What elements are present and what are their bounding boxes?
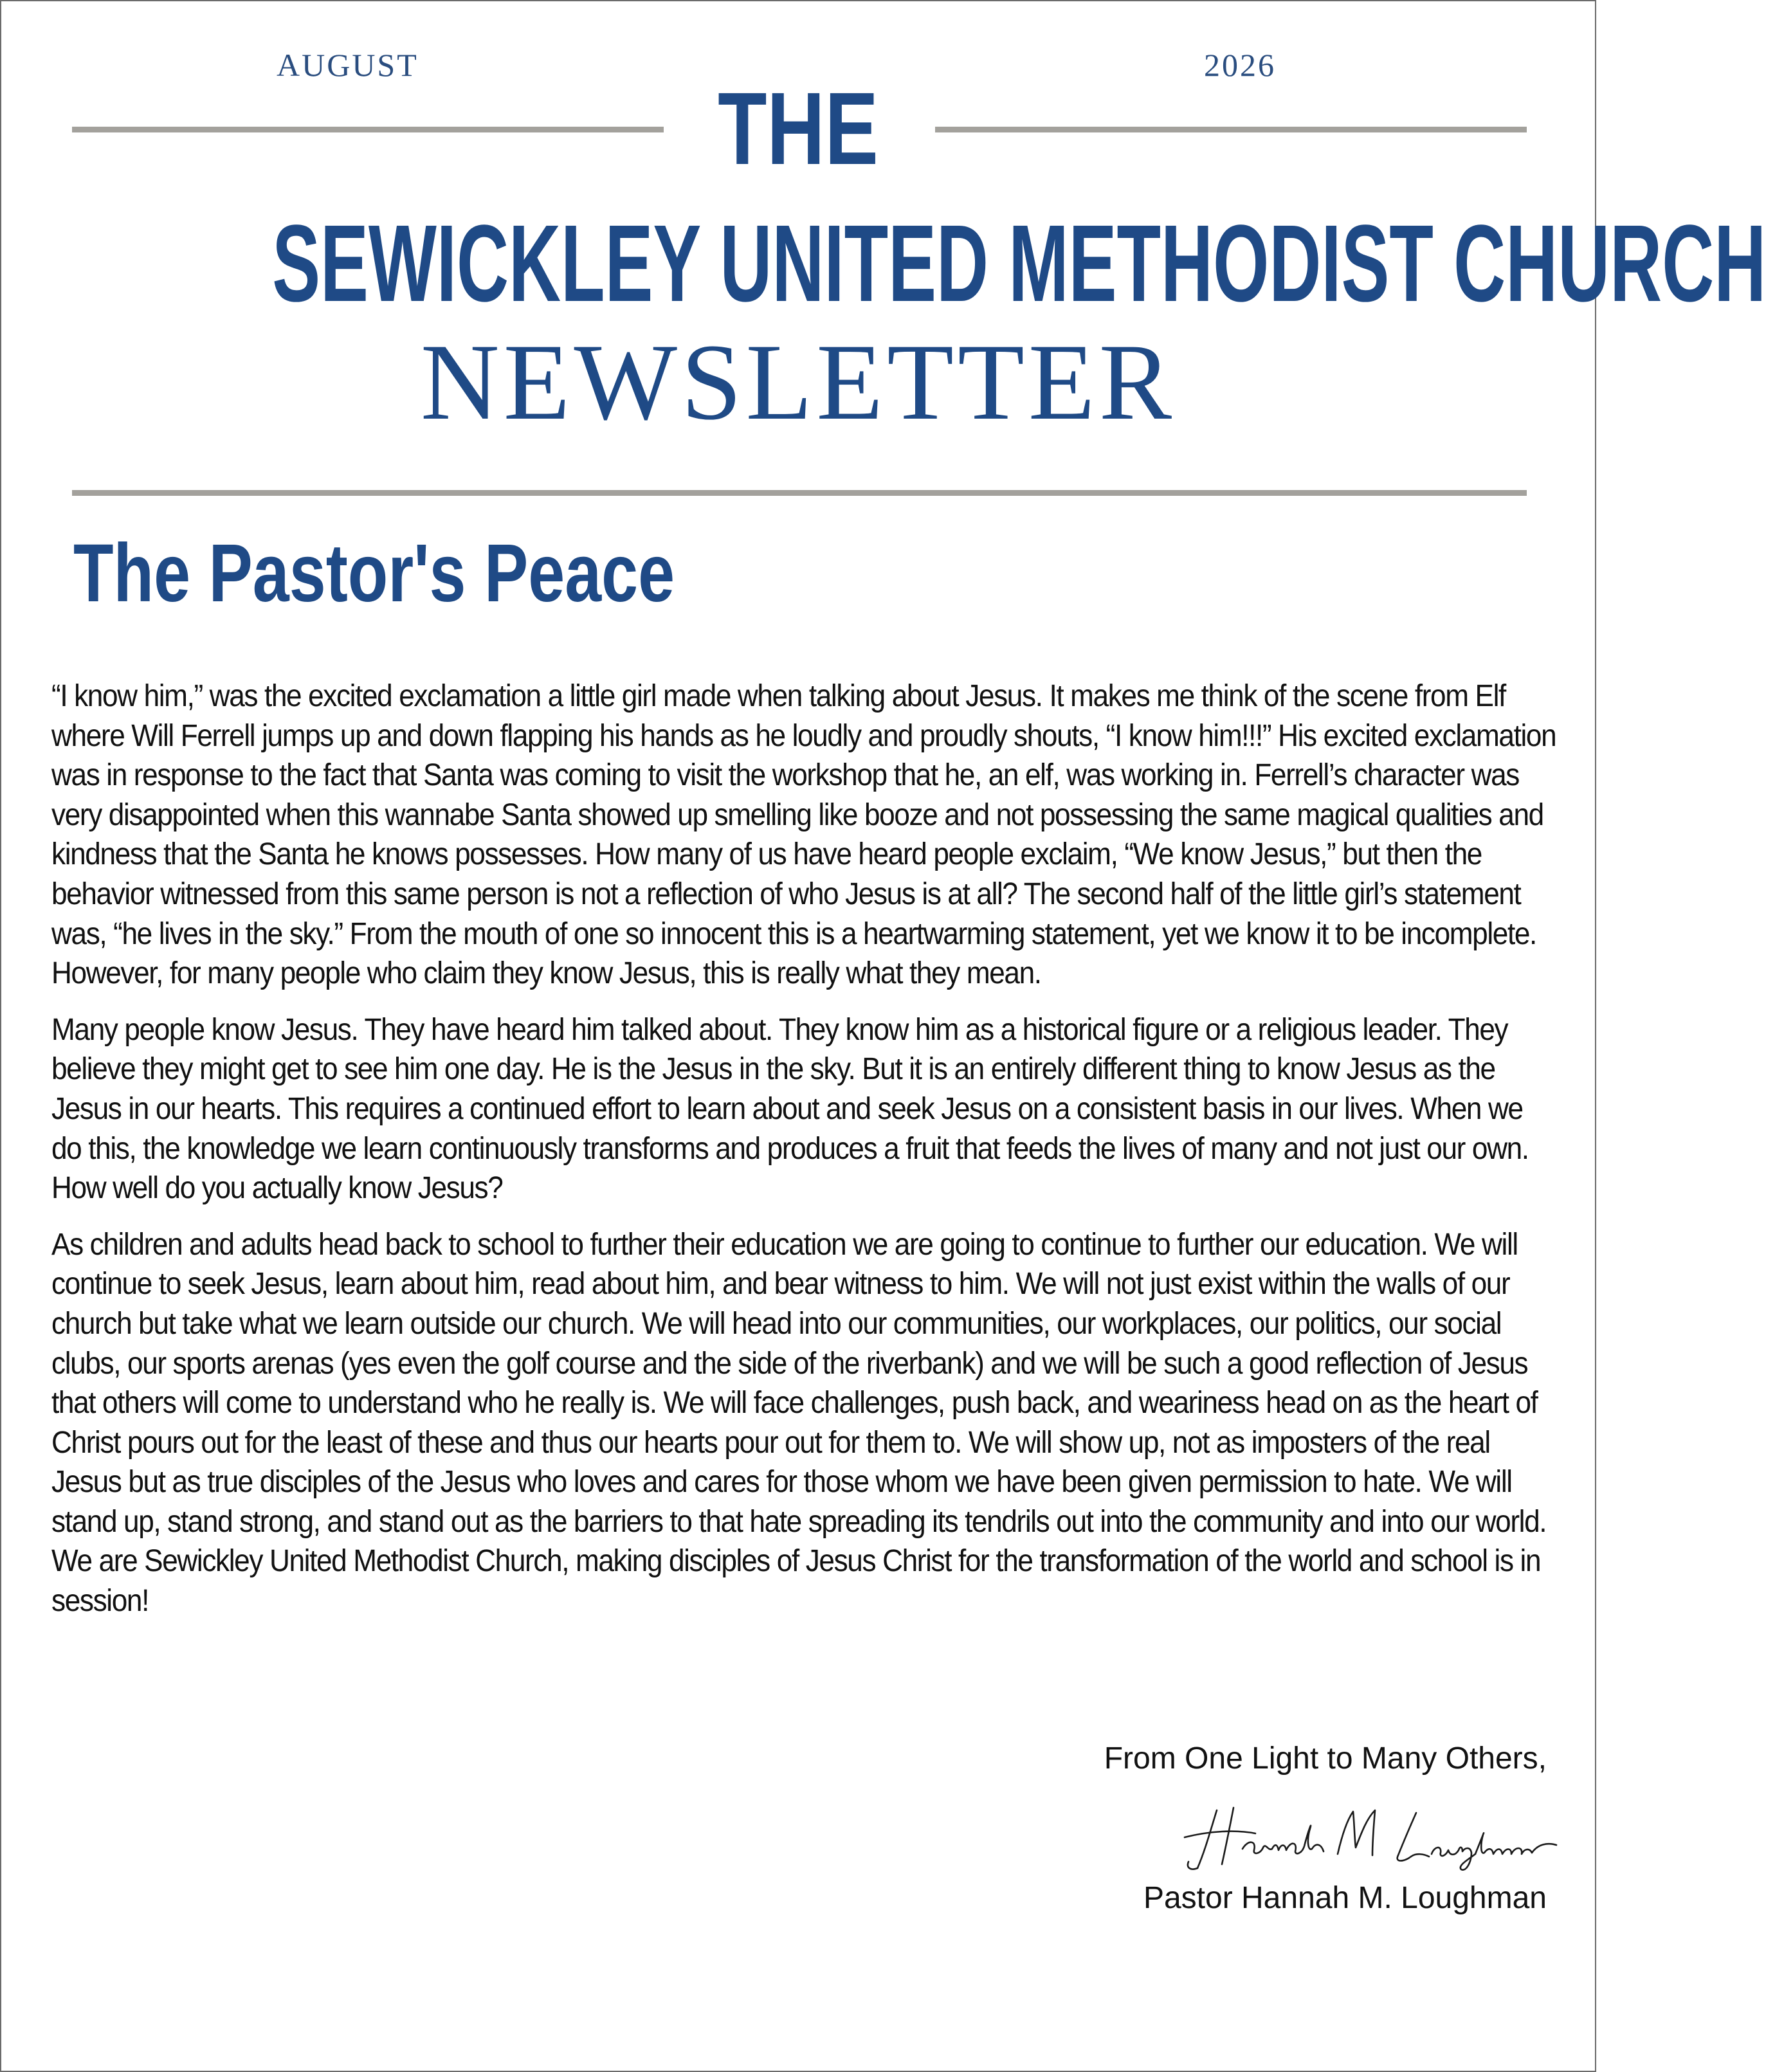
- article-paragraph: Many people know Jesus. They have heard him talked about. They know him as a historical figure or a religious leader. They believe they might get to see him one day. He is the Jesus in the sky. But it is an entirely different thing to know Jesus as the Jesus in our hearts. This requires a continued effort to learn about and seek Jesus on a consistent basis in our lives. When we do this, the knowledge we learn continuously transforms and produces a fruit that feeds the lives of many and not just our own. How well do you actually know Jesus?: [51, 1012, 1529, 1206]
- handwritten-signature: [1172, 1792, 1558, 1876]
- article-body: [51, 677, 1556, 1638]
- masthead-title-newsletter: NEWSLETTER: [420, 322, 1176, 442]
- masthead-title-the: THE: [718, 71, 878, 186]
- article-paragraph: As children and adults head back to school to further their education we are going to continue to further our education. We will continue to seek Jesus, learn about him, read about him, and bear witness to him. We will not just exist within the walls of our church but take what we learn outside our church. We will head into our communities, our workplaces, our politics, our social clubs, our sports arenas (yes even the golf course and the side of the riverbank) and we will be such a good reflection of Jesus that others will come to understand who he really is. We will face challenges, push back, and weariness head on as the heart of Christ pours out for the least of these and thus our hearts pour out for them to. We will show up, not as imposters of the real Jesus but as true disciples of the Jesus who loves and cares for those whom we have been given permission to hate. We will stand up, stand strong, and stand out as the barriers to that hate spreading its tendrils out into the community and into our world. We are Sewickley United Methodist Church, making disciples of Jesus Christ for the transformation of the world and school is in session!: [51, 1227, 1547, 1619]
- closing-line: From One Light to Many Others,: [1104, 1741, 1547, 1776]
- article-paragraph: “I know him,” was the excited exclamation a little girl made when talking about Jesus. It makes me think of the scene from Elf where Will Ferrell jumps up and down flapping his hands as he loudly and proudly shouts, “I know him!!!” His excited exclamation was in response to the fact that Santa was coming to visit the workshop that he, an elf, was working in. Ferrell’s character was very disappointed when this wannabe Santa showed up smelling like booze and not possessing the same magical qualities and kindness that the Santa he knows possesses. How many of us have heard people exclaim, “We know Jesus,” but then the behavior witnessed from this same person is not a reflection of who Jesus is at all? The second half of the little girl’s statement was, “he lives in the sky.” From the mouth of one so innocent this is a heartwarming statement, yet we know it to be incomplete. However, for many people who claim they know Jesus, this is really what they mean.: [51, 679, 1556, 991]
- article-heading: The Pastor's Peace: [73, 527, 675, 619]
- masthead-rule-bottom: [72, 490, 1527, 496]
- masthead-month: AUGUST: [277, 47, 419, 83]
- signer-name: Pastor Hannah M. Loughman: [1143, 1881, 1547, 1915]
- masthead-title-church: SEWICKLEY UNITED METHODIST CHURCH: [272, 203, 1766, 325]
- masthead-year: 2026: [1204, 47, 1276, 83]
